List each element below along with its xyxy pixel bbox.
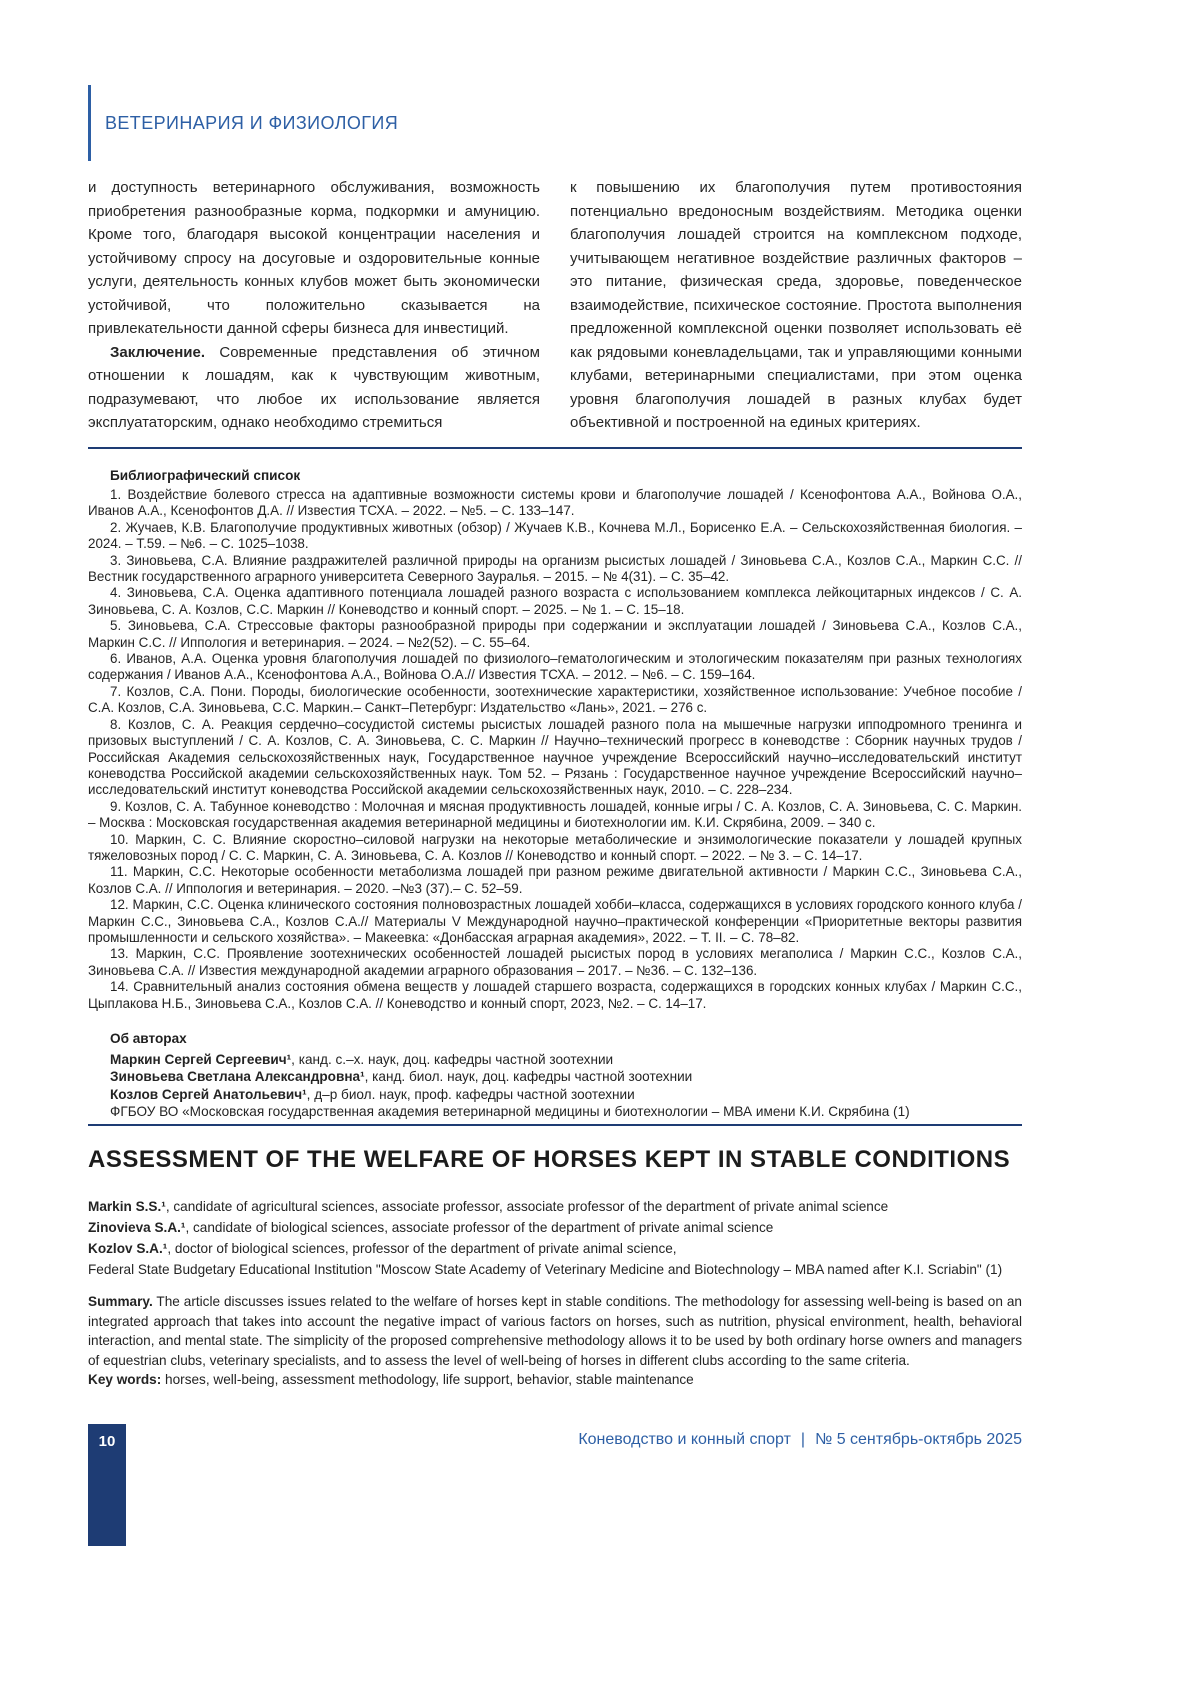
reference-item: 8. Козлов, С. А. Реакция сердечно–сосудистой системы рысистых лошадей разного пола на мышечные нагрузки ипподромного тренинга и призовых выступлений / С. А. Козлов, С. А. Зиновьева, С. С. Маркин // Научно–технический прогресс в коневодстве : Сборник научных трудов / Российская Академия сельскохозяйственных наук, Государственное научное учреждение Всероссийский научно–исследовательский институт коневодства Российской академии сельскохозяйственных наук. Том 52. – Рязань : Государственное научное учреждение Всероссийский научно–исследовательский институт коневодства Российской академии сельскохозяйственных наук, 2010. – С. 228–234. (88, 716, 1022, 798)
keywords-paragraph (88, 1370, 1022, 1390)
keywords-label: Key words: (88, 1372, 162, 1387)
author-line (88, 1196, 1022, 1217)
author-credentials: , candidate of biological sciences, associate professor of the department of private animal science (185, 1220, 774, 1235)
author-name: Козлов Сергей Анатольевич¹ (110, 1086, 307, 1102)
authors-ru-heading: Об авторах (110, 1031, 187, 1046)
author-name: Зиновьева Светлана Александровна¹ (110, 1069, 365, 1085)
journal-name: Коневодство и конный спорт (578, 1431, 791, 1448)
reference-item: 11. Маркин, С.С. Некоторые особенности метаболизма лошадей при разном режиме двигательной активности / Маркин С.С., Зиновьева С.А., Козлов С.А. // Иппология и ветеринария. – 2020. –№3 (37).– С. 52–59. (88, 864, 1022, 896)
author-credentials: , candidate of agricultural sciences, associate professor, associate professor of the department of private animal science (165, 1199, 889, 1214)
summary-paragraph (88, 1292, 1022, 1370)
author-credentials: , doctor of biological sciences, professor of the department of private animal science, (167, 1241, 677, 1256)
reference-item: 2. Жучаев, К.В. Благополучие продуктивных животных (обзор) / Жучаев К.В., Кочнева М.Л., Борисенко Е.А. – Сельскохозяйственная биология. – 2024. – Т.59. – №6. – С. 1025–1038. (88, 519, 1022, 552)
author-name: Markin S.S.¹ (88, 1199, 166, 1214)
section-header-rule (88, 85, 91, 161)
reference-item: 9. Козлов, С. А. Табунное коневодство : Молочная и мясная продуктивность лошадей, конные игры / С. А. Козлов, С. А. Зиновьева, С. С. Маркин. – Москва : Московская государственная академия ветеринарной медицины и биотехнологии им. К.И. Скрябина, 2009. – 340 с. (88, 798, 1022, 831)
reference-item: 3. Зиновьева, С.А. Влияние раздражителей различной природы на организм рысистых лошадей / Зиновьева С.А., Козлов С.А., Маркин С.С. // Вестник государственного аграрного университета Северного Зауралья. – 2015. – № 4(31). – С. 35–42. (88, 552, 1022, 585)
section-divider (88, 447, 1022, 449)
conclusion-label: Заключение. (110, 343, 206, 361)
author-credentials: , канд. биол. наук, доц. кафедры частной зоотехнии (364, 1069, 693, 1085)
page-number: 10 (98, 1433, 116, 1450)
author-credentials: , д–р биол. наук, проф. кафедры частной зоотехнии (306, 1086, 635, 1102)
article-body-ru (88, 176, 1022, 435)
author-name: Kozlov S.A.¹ (88, 1241, 168, 1256)
affiliation-ru: ФГБОУ ВО «Московская государственная академия ветеринарной медицины и биотехнологии – МВА имени К.И. Скрябина (1) (110, 1104, 910, 1120)
conclusion-paragraph (88, 341, 540, 435)
affiliation-en: Federal State Budgetary Educational Institution "Moscow State Academy of Veterinary Medicine and Biotechnology – MBA named after K.I. Scriabin" (1) (88, 1262, 1003, 1277)
summary-section (88, 1292, 1022, 1390)
author-name: Zinovieva S.A.¹ (88, 1220, 186, 1235)
footer-separator: | (800, 1431, 806, 1448)
body-paragraph: к повышению их благополучия путем противостояния потенциально вредоносным воздействиям. Методика оценки благополучия лошадей строится на комплексном подходе, учитывающем негативное воздействие различных факторов – это питание, физическая среда, здоровье, поведенческое взаимодействие, психическое состояние. Простота выполнения предложенной комплексной оценки позволяет использовать её как рядовыми коневладельцами, так и управляющими конными клубами, ветеринарными специалистами, при этом оценка уровня благополучия лошадей в разных клубах будет объективной и построенной на единых критериях. (570, 179, 1022, 431)
author-line (88, 1217, 1022, 1238)
body-paragraph: и доступность ветеринарного обслуживания, возможность приобретения разнообразные корма, подкормки и амуницию. Кроме того, благодаря высокой концентрации населения и устойчивому спросу на досуговые и оздоровительные конные услуги, деятельность конных клубов может быть экономически устойчивой, что положительно сказывается на привлекательности данной сферы бизнеса для инвестиций. (88, 179, 540, 337)
author-credentials: , канд. с.–х. наук, доц. кафедры частной зоотехнии (291, 1052, 614, 1067)
journal-footer (578, 1431, 1022, 1449)
reference-item: 6. Иванов, А.А. Оценка уровня благополучия лошадей по физиолого–гематологическим и этологическим показателям при разных технологиях содержания / Иванов А.А., Ксенофонтова А.А., Войнова О.А.// Известия ТСХА. – 2012. – №6. – С. 159–164. (88, 651, 1022, 683)
summary-text: The article discusses issues related to the welfare of horses kept in stable conditions. The methodology for assessing well-being is based on an integrated approach that takes into account the negative impact of various factors on horses, such as nutrition, physical environment, health, behavioral interaction, and mental state. The simplicity of the proposed comprehensive methodology allows it to be used by both ordinary horse owners and managers of equestrian clubs, veterinary specialists, and to assess the level of well-being of horses in different clubs according to the same criteria. (88, 1294, 1022, 1368)
article-title-en: ASSESSMENT OF THE WELFARE OF HORSES KEPT IN STABLE CONDITIONS (88, 1146, 1011, 1173)
section-header (88, 85, 1022, 161)
author-line (88, 1068, 1022, 1085)
author-name: Маркин Сергей Сергеевич¹ (110, 1052, 292, 1067)
authors-ru-section (88, 1030, 1022, 1121)
reference-item: 4. Зиновьева, С.А. Оценка адаптивного потенциала лошадей разного возраста с использованием комплекса лейкоцитарных индексов / С. А. Зиновьева, С. А. Козлов, С.С. Маркин // Коневодство и конный спорт. – 2025. – № 1. – С. 15–18. (88, 585, 1022, 617)
reference-item: 13. Маркин, С.С. Проявление зоотехнических особенностей лошадей рысистых пород в условиях мегаполиса / Маркин С.С., Козлов С.А., Зиновьева С.А. // Известия международной академии аграрного образования – 2017. – №36. – С. 132–136. (88, 946, 1022, 978)
bibliography-section (88, 467, 1022, 1012)
page-number-box (88, 1424, 126, 1546)
reference-item: 12. Маркин, С.С. Оценка клинического состояния полновозрастных лошадей хобби–класса, содержащихся в условиях городского конного клуба / Маркин С.С., Зиновьева С.А., Козлов С.А.// Материалы V Международной научно–практической конференции «Приоритетные векторы развития промышленности и сельского хозяйства». – Макеевка: «Донбасская аграрная академия», 2022. – Т. II. – С. 78–82. (88, 897, 1022, 945)
reference-item: 5. Зиновьева, С.А. Стрессовые факторы разнообразной природы при содержании и эксплуатации лошадей / Зиновьева С.А., Козлов С.А., Маркин С.С. // Иппология и ветеринария. – 2024. – №2(52). – С. 55–64. (88, 618, 1022, 650)
authors-en-section (88, 1196, 1022, 1280)
summary-label: Summary. (88, 1294, 153, 1309)
issue-info: № 5 сентябрь-октябрь 2025 (815, 1431, 1022, 1448)
reference-item: 10. Маркин, С. С. Влияние скоростно–силовой нагрузки на некоторые метаболические и энзимологические показатели у лошадей крупных тяжеловозных пород / С. С. Маркин, С. А. Зиновьева, С. А. Козлов // Коневодство и конный спорт. – 2022. – № 3. – С. 14–17. (88, 831, 1022, 863)
reference-item: 1. Воздействие болевого стресса на адаптивные возможности системы крови и благополучие лошадей / Ксенофонтова А.А., Войнова О.А., Иванов А.А., Ксенофонтов Д.А. // Известия ТСХА. – 2022. – №5. – С. 133–147. (88, 487, 1022, 519)
keywords-text: horses, well-being, assessment methodology, life support, behavior, stable maintenance (161, 1372, 694, 1387)
reference-item: 14. Сравнительный анализ состояния обмена веществ у лошадей старшего возраста, содержащихся в городских конных клубах / Маркин С.С., Цыплакова Н.Б., Зиновьева С.А., Козлов С.А. // Коневодство и конный спорт, 2023, №2. – С. 14–17. (88, 979, 1022, 1011)
section-divider (88, 1124, 1022, 1126)
right-column (570, 176, 1022, 435)
conclusion-text: Современные представления об этичном отношении к лошадям, как к чувствующим животным, подразумевают, что любое их использование является эксплуататорским, однако необходимо стремиться (88, 343, 540, 431)
bibliography-heading: Библиографический список (110, 468, 301, 483)
reference-item: 7. Козлов, С.А. Пони. Породы, биологические особенности, зоотехнические характеристики, хозяйственное использование: Учебное пособие / С.А. Козлов, С.А. Зиновьева, С.С. Маркин.– Санкт–Петербург: Издательство «Лань», 2021. – 276 с. (88, 683, 1022, 716)
section-header-title: ВЕТЕРИНАРИЯ И ФИЗИОЛОГИЯ (105, 112, 399, 133)
left-column (88, 176, 540, 435)
author-line (88, 1051, 1022, 1068)
author-line (88, 1086, 1022, 1103)
author-line (88, 1238, 1022, 1259)
